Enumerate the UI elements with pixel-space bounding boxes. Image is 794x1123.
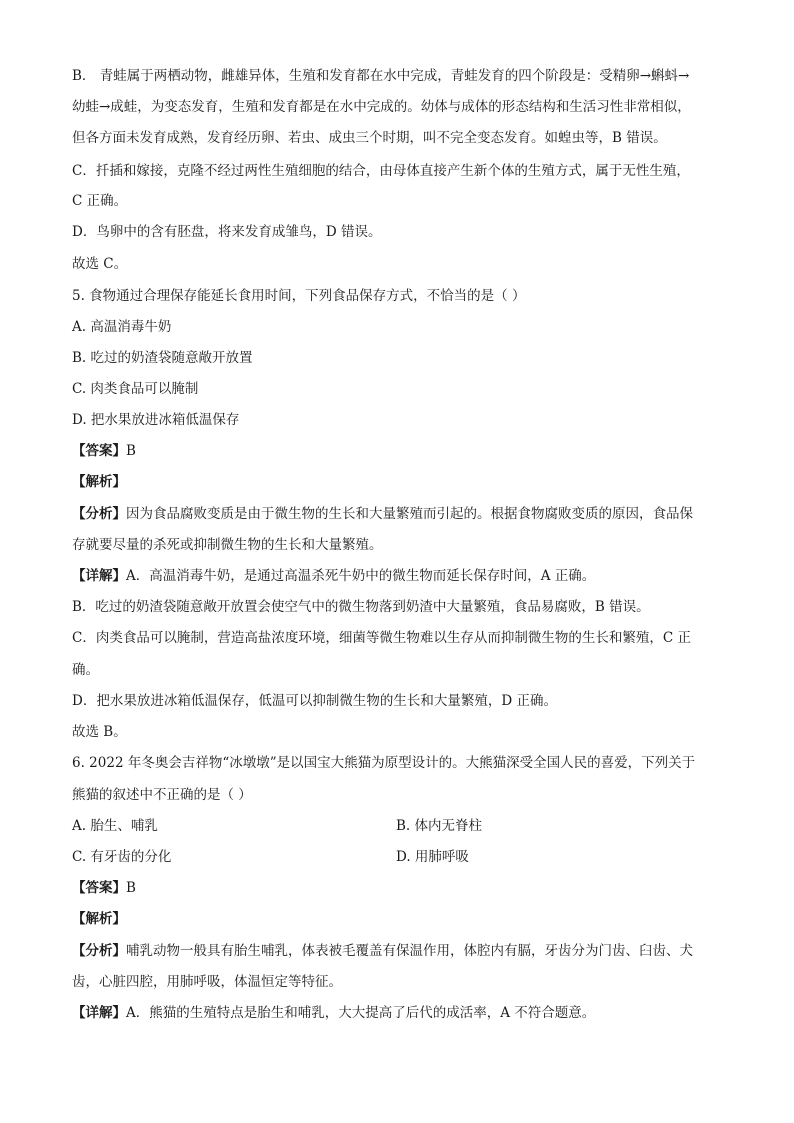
text-line: C．肉类食品可以腌制，营造高盐浓度环境，细菌等微生物难以生存从而抑制微生物的生长和繁殖，C 正 bbox=[72, 630, 691, 646]
text-line: 齿，心脏四腔，用肺呼吸，体温恒定等特征。 bbox=[72, 974, 342, 990]
q5-option-d: D. 把水果放进冰箱低温保存 bbox=[72, 412, 240, 428]
q6-option-b: B. 体内无脊柱 bbox=[396, 818, 483, 834]
text-line: 但各方面未发育成熟，发育经历卵、若虫、成虫三个时期，叫不完全变态发育。如蝗虫等，B 错误。 bbox=[72, 130, 667, 146]
q5-option-a: A. 高温消毒牛奶 bbox=[72, 319, 172, 335]
q5-xiangjie bbox=[72, 566, 722, 586]
answer-tag: 【答案】 bbox=[72, 880, 126, 896]
question-5-stem: 5. 食物通过合理保存能延长食用时间，下列食品保存方式，不恰当的是（ ） bbox=[72, 288, 526, 304]
answer-value: B bbox=[126, 443, 136, 459]
text-line: D．把水果放进冰箱低温保存，低温可以抑制微生物的生长和大量繁殖，D 正确。 bbox=[72, 693, 557, 709]
fenxi-tag: 【分析】 bbox=[72, 943, 126, 959]
fenxi-text: 因为食品腐败变质是由于微生物的生长和大量繁殖而引起的。根据食物腐败变质的原因，食品保 bbox=[126, 506, 693, 522]
question-6-stem: 6. 2022 年冬奥会吉祥物“冰墩墩”是以国宝大熊猫为原型设计的。大熊猫深受全国人民的喜爱，下列关于 bbox=[72, 755, 696, 771]
q6-option-d: D. 用肺呼吸 bbox=[396, 849, 469, 865]
q6-option-a: A. 胎生、哺乳 bbox=[72, 818, 158, 834]
analysis-tag: 【解析】 bbox=[72, 474, 126, 490]
text-line: 幼蛙→成蛙，为变态发育，生殖和发育都是在水中完成的。幼体与成体的形态结构和生活习性非常相似， bbox=[72, 99, 691, 115]
fenxi-text: 哺乳动物一般具有胎生哺乳，体表被毛覆盖有保温作用，体腔内有膈，牙齿分为门齿、臼齿、犬 bbox=[126, 943, 693, 959]
q5-option-c: C. 肉类食品可以腌制 bbox=[72, 381, 199, 397]
question-6-stem-cont: 熊猫的叙述中不正确的是（ ） bbox=[72, 787, 252, 803]
text-line: 存就要尽量的杀死或抑制微生物的生长和大量繁殖。 bbox=[72, 537, 383, 553]
text-line: 故选 C。 bbox=[72, 256, 128, 272]
text-line: 确。 bbox=[72, 662, 99, 678]
xiangjie-text: A．熊猫的生殖特点是胎生和哺乳，大大提高了后代的成活率，A 不符合题意。 bbox=[126, 1005, 596, 1021]
q6-answer bbox=[72, 878, 722, 898]
q6-option-c: C. 有牙齿的分化 bbox=[72, 849, 172, 865]
q5-fenxi bbox=[72, 504, 722, 524]
text-line: D．鸟卵中的含有胚盘，将来发育成雏鸟，D 错误。 bbox=[72, 224, 382, 240]
xiangjie-tag: 【详解】 bbox=[72, 1005, 126, 1021]
text-line: C 正确。 bbox=[72, 193, 128, 209]
q6-fenxi bbox=[72, 941, 722, 961]
text-line: B．吃过的奶渣袋随意敞开放置会使空气中的微生物落到奶渣中大量繁殖，食品易腐败，B 错误。 bbox=[72, 599, 650, 615]
fenxi-tag: 【分析】 bbox=[72, 506, 126, 522]
text-line: B． 青蛙属于两栖动物，雌雄异体，生殖和发育都在水中完成，青蛙发育的四个阶段是：受精卵→蝌蚪→ bbox=[72, 68, 690, 84]
answer-value: B bbox=[126, 880, 136, 896]
q5-option-b: B. 吃过的奶渣袋随意敞开放置 bbox=[72, 350, 253, 366]
q5-analysis-heading bbox=[72, 472, 722, 492]
xiangjie-tag: 【详解】 bbox=[72, 568, 126, 584]
text-line: C．扦插和嫁接，克隆不经过两性生殖细胞的结合，由母体直接产生新个体的生殖方式，属于无性生殖， bbox=[72, 163, 690, 179]
analysis-tag: 【解析】 bbox=[72, 911, 126, 927]
q6-analysis-heading bbox=[72, 909, 722, 929]
answer-tag: 【答案】 bbox=[72, 443, 126, 459]
q6-xiangjie bbox=[72, 1003, 722, 1023]
q5-answer bbox=[72, 441, 722, 461]
text-line: 故选 B。 bbox=[72, 724, 127, 740]
xiangjie-text: A．高温消毒牛奶，是通过高温杀死牛奶中的微生物而延长保存时间，A 正确。 bbox=[126, 568, 596, 584]
